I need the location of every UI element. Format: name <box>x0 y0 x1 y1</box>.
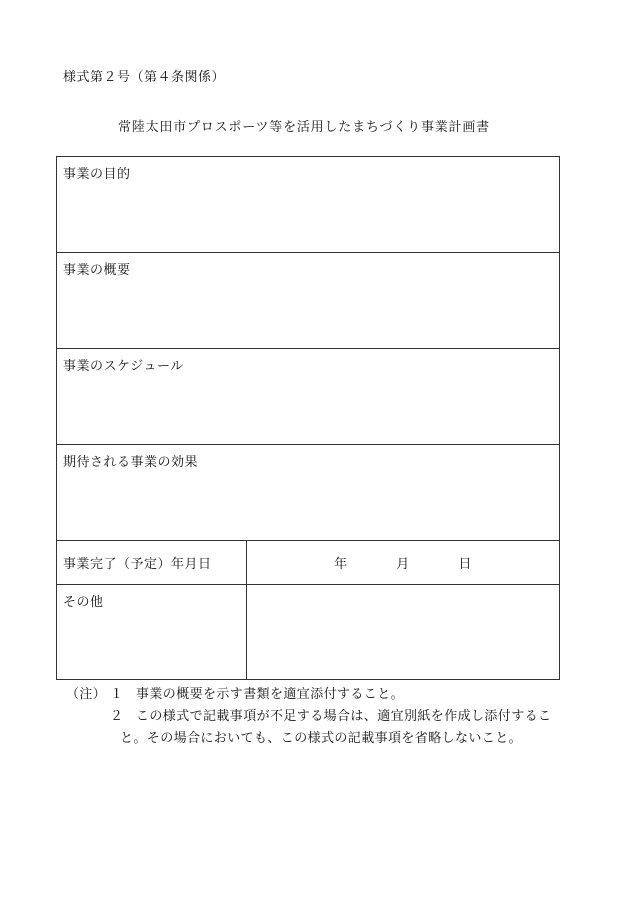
outline-label: 事業の概要 <box>63 263 131 278</box>
note-text: この様式で記載事項が不足する場合は、適宜別紙を作成し添付するこ <box>136 709 552 724</box>
purpose-label: 事業の目的 <box>63 167 131 182</box>
purpose-row <box>57 157 560 253</box>
effect-label: 期待される事業の効果 <box>63 455 199 470</box>
completion-date-field[interactable] <box>247 541 560 585</box>
notes-section <box>66 684 586 750</box>
effect-row <box>57 445 560 541</box>
completion-row <box>57 541 560 585</box>
date-month-label: 月 <box>396 557 410 572</box>
date-year-label: 年 <box>334 557 348 572</box>
other-label-cell <box>57 585 247 680</box>
plan-form-table <box>56 156 560 680</box>
purpose-field[interactable] <box>57 157 560 253</box>
completion-label-cell <box>57 541 247 585</box>
document-title: 常陸太田市プロスポーツ等を活用したまちづくり事業計画書 <box>118 120 490 135</box>
note-text: 事業の概要を示す書類を適宜添付すること。 <box>136 687 405 702</box>
other-label: その他 <box>63 595 104 610</box>
other-field[interactable] <box>247 585 560 680</box>
effect-field[interactable] <box>57 445 560 541</box>
note-item-continuation <box>66 728 586 750</box>
notes-label: （注） <box>66 687 107 702</box>
form-number: 様式第２号（第４条関係） <box>63 70 226 85</box>
note-item <box>66 684 586 706</box>
outline-field[interactable] <box>57 253 560 349</box>
note-number: ２ <box>110 709 124 724</box>
outline-row <box>57 253 560 349</box>
completion-label: 事業完了（予定）年月日 <box>63 557 212 572</box>
note-number: １ <box>110 687 124 702</box>
note-item <box>66 706 586 728</box>
date-day-label: 日 <box>458 557 472 572</box>
schedule-label: 事業のスケジュール <box>63 359 184 374</box>
schedule-row <box>57 349 560 445</box>
schedule-field[interactable] <box>57 349 560 445</box>
other-row <box>57 585 560 680</box>
note-text: と。その場合においても、この様式の記載事項を省略しないこと。 <box>120 731 523 746</box>
